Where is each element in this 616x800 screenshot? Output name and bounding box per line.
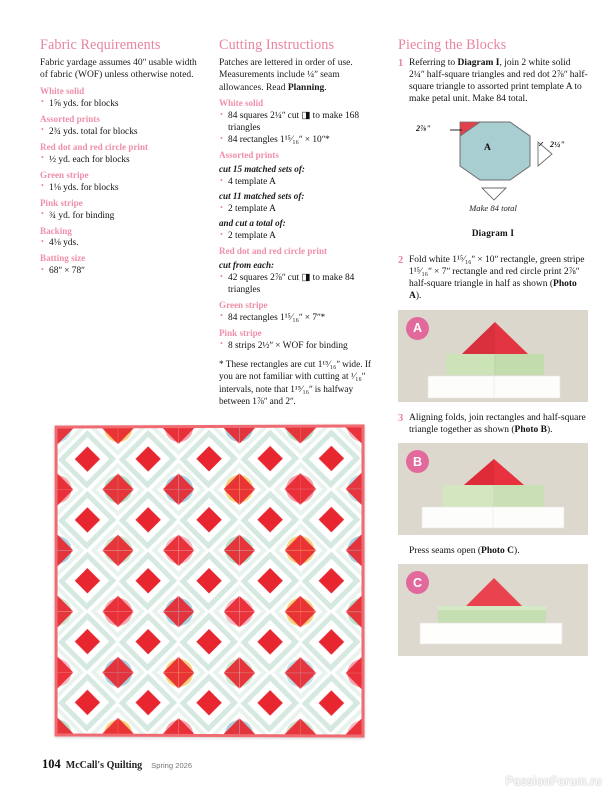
- step-text: [409, 254, 588, 303]
- photo-badge-c: C: [406, 571, 429, 594]
- quilt-block: [58, 550, 118, 611]
- quilt-pattern-grid: [58, 427, 362, 734]
- step-text-a: Aligning folds, join rectangles and half-square triangle together as shown (: [409, 412, 586, 435]
- quilt-block: [118, 612, 179, 673]
- magazine-name: McCall's Quilting: [65, 760, 143, 771]
- fabric-requirements-title: Fabric Requirements: [40, 37, 161, 53]
- list-item: • 42 squares 2⅞ʺ cut ◨ to make 84 triangles: [219, 272, 376, 296]
- list-pink-stripe: [40, 210, 197, 222]
- step-1: [398, 57, 588, 106]
- subhead-assorted-prints: Assorted prints: [40, 113, 100, 124]
- page-footer: [42, 757, 192, 772]
- subhead-pink-stripe: Pink stripe: [40, 197, 83, 208]
- step-text: [409, 412, 588, 437]
- list-item: • 84 rectangles 1¹⁵⁄₁₆ʺ × 7ʺ*: [219, 312, 376, 324]
- list-backing: [40, 237, 197, 249]
- step-text-a: Fold white 1¹⁵⁄₁₆ʺ × 10ʺ rectangle, green stripe 1¹⁵⁄₁₆ʺ × 7ʺ rectangle and red circle print 2⅞ʺ half-square triangle in half as shown (: [409, 254, 585, 290]
- list-item: • 1⅛ yds. for blocks: [40, 182, 197, 194]
- dim-label-top-left: 2⅞ʺ: [416, 123, 431, 133]
- photo-reference: Photo A: [409, 279, 577, 302]
- step-3: [398, 412, 588, 437]
- quilt-block: [239, 489, 300, 550]
- piecing-blocks-title: Piecing the Blocks: [398, 37, 507, 53]
- sublist-lead-11-sets: cut 11 matched sets of:: [219, 191, 305, 202]
- subhead-batting-size: Batting size: [40, 253, 86, 264]
- quilt-block: [239, 673, 300, 734]
- step-text-b: , join 2 white solid 2¼ʺ half-square triangles and red dot 2⅞ʺ half-square triangle to assorted print template A to make petal unit. Make 84 total.: [409, 57, 588, 105]
- diagram-reference: Diagram I: [457, 57, 500, 68]
- step-number: 2: [398, 254, 404, 266]
- cut-list-pink-stripe: [219, 340, 376, 352]
- quilt-block: [239, 428, 300, 489]
- press-note-a: Press seams open (: [409, 546, 482, 557]
- cut-subhead-white-solid: White solid: [219, 98, 264, 109]
- diagram-caption: Make 84 total: [469, 202, 517, 213]
- sublist-lead-total: and cut a total of:: [219, 218, 286, 229]
- photo-c: [398, 564, 588, 656]
- quilt-block: [179, 428, 240, 489]
- list-item: • 1⅝ yds. for blocks: [40, 98, 197, 110]
- sublist-lead-15-sets: cut 15 matched sets of:: [219, 164, 305, 175]
- intro-text-b: .: [324, 82, 327, 93]
- issue-date: Spring 2026: [151, 761, 193, 770]
- cut-list-11-sets: [219, 203, 376, 215]
- quilt-block: [118, 489, 179, 550]
- quilt-block: [118, 673, 179, 734]
- list-item: • 2 template A: [219, 230, 376, 242]
- photo-a: [398, 310, 588, 402]
- list-item: • 4 template A: [219, 176, 376, 188]
- subhead-backing: Backing: [40, 225, 72, 236]
- list-item: • 2 template A: [219, 203, 376, 215]
- quilt-photo: [44, 418, 380, 748]
- step-text-a: Referring to: [409, 57, 458, 68]
- quilt-block: [58, 672, 118, 733]
- photo-badge-a: A: [406, 317, 429, 340]
- list-item: • 8 strips 2½ʺ × WOF for binding: [219, 340, 376, 352]
- subhead-white-solid: White solid: [40, 85, 85, 96]
- quilt-canvas: [55, 424, 365, 737]
- list-item: • 84 squares 2¼ʺ cut ◨ to make 168 triangles: [219, 110, 376, 134]
- step-number: 3: [398, 412, 404, 424]
- cut-subhead-green-stripe: Green stripe: [219, 300, 268, 311]
- quilt-block: [58, 428, 118, 489]
- patch-letter-a: A: [484, 142, 491, 153]
- list-item: • 4⅛ yds.: [40, 237, 197, 249]
- intro-text-a: Patches are lettered in order of use. Measurements include ¼ʺ seam allowances. Read: [219, 57, 353, 93]
- list-item: • 2¾ yds. total for blocks: [40, 126, 197, 138]
- list-item: • 84 rectangles 1¹⁵⁄₁₆ʺ × 10ʺ*: [219, 134, 376, 146]
- step-text-b: ).: [547, 424, 553, 435]
- column-piecing-blocks: [398, 38, 588, 666]
- quilt-block: [239, 612, 300, 673]
- photo-reference: Photo C: [481, 546, 515, 557]
- step-text-b: ).: [415, 291, 422, 302]
- diagram-label: Diagram I: [471, 227, 515, 238]
- list-batting-size: [40, 265, 197, 277]
- cut-subhead-red-dot-red-circle: Red dot and red circle print: [219, 246, 328, 257]
- cut-subhead-assorted-prints: Assorted prints: [219, 150, 279, 161]
- quilt-block: [118, 550, 179, 611]
- fabric-requirements-intro: Fabric yardage assumes 40ʺ usable width of fabric (WOF) unless otherwise noted.: [40, 57, 197, 81]
- quilt-block: [179, 489, 240, 550]
- list-white-solid: [40, 98, 197, 110]
- subhead-red-dot-red-circle: Red dot and red circle print: [40, 141, 149, 152]
- quilt-block: [179, 612, 240, 673]
- page-number: 104: [42, 757, 61, 771]
- cutting-footnote: * These rectangles are cut 1¹⁵⁄₁₆ʺ wide. If you are not familiar with cutting at ¹⁄₁₆ʺ intervals, note that 1¹⁵⁄₁₆ʺ is halfway between 1⅞ʺ and 2ʺ.: [219, 359, 372, 408]
- quilt-block: [300, 550, 361, 611]
- white-strip-pressed: [420, 623, 562, 644]
- list-item: • ½ yd. each for blocks: [40, 154, 197, 166]
- sublist-lead-cut-from-each: cut from each:: [219, 260, 275, 271]
- step-number: 1: [398, 57, 404, 69]
- list-assorted-prints: [40, 126, 197, 138]
- quilt-block: [239, 550, 300, 611]
- cut-list-white-solid: [219, 110, 376, 146]
- cut-list-from-each: [219, 272, 376, 296]
- quilt-block: [179, 673, 240, 734]
- quilt-block: [300, 427, 361, 489]
- press-note-b: ).: [514, 546, 520, 557]
- diagram-i: [398, 114, 588, 222]
- list-item: • ¾ yd. for binding: [40, 210, 197, 222]
- subhead-green-stripe: Green stripe: [40, 169, 89, 180]
- press-seams-note: [409, 545, 588, 557]
- quilt-block: [300, 673, 361, 735]
- quilt-block: [300, 489, 361, 550]
- cut-list-green-stripe: [219, 312, 376, 324]
- quilt-block: [58, 489, 118, 550]
- quilt-block: [179, 550, 240, 611]
- quilt-block: [118, 428, 179, 489]
- cut-subhead-pink-stripe: Pink stripe: [219, 328, 262, 339]
- photo-b: [398, 443, 588, 535]
- list-green-stripe: [40, 182, 197, 194]
- cutting-instructions-title: Cutting Instructions: [219, 37, 335, 53]
- photo-reference: Photo B: [514, 424, 547, 435]
- quilt-block: [58, 611, 118, 672]
- list-red-dot-red-circle: [40, 154, 197, 166]
- quilt-block: [300, 612, 361, 673]
- dim-label-right: 2¼ʺ: [550, 139, 565, 149]
- step-text: [409, 57, 588, 106]
- step-2: [398, 254, 588, 303]
- white-triangle-bottom: [482, 188, 506, 200]
- photo-badge-b: B: [406, 450, 429, 473]
- cut-list-total: [219, 230, 376, 242]
- site-watermark: PassionForum.ru: [505, 776, 602, 788]
- cutting-instructions-intro: [219, 57, 376, 95]
- list-item: • 68ʺ × 78ʺ: [40, 265, 197, 277]
- cut-list-15-sets: [219, 176, 376, 188]
- intro-bold-planning: Planning: [287, 82, 325, 93]
